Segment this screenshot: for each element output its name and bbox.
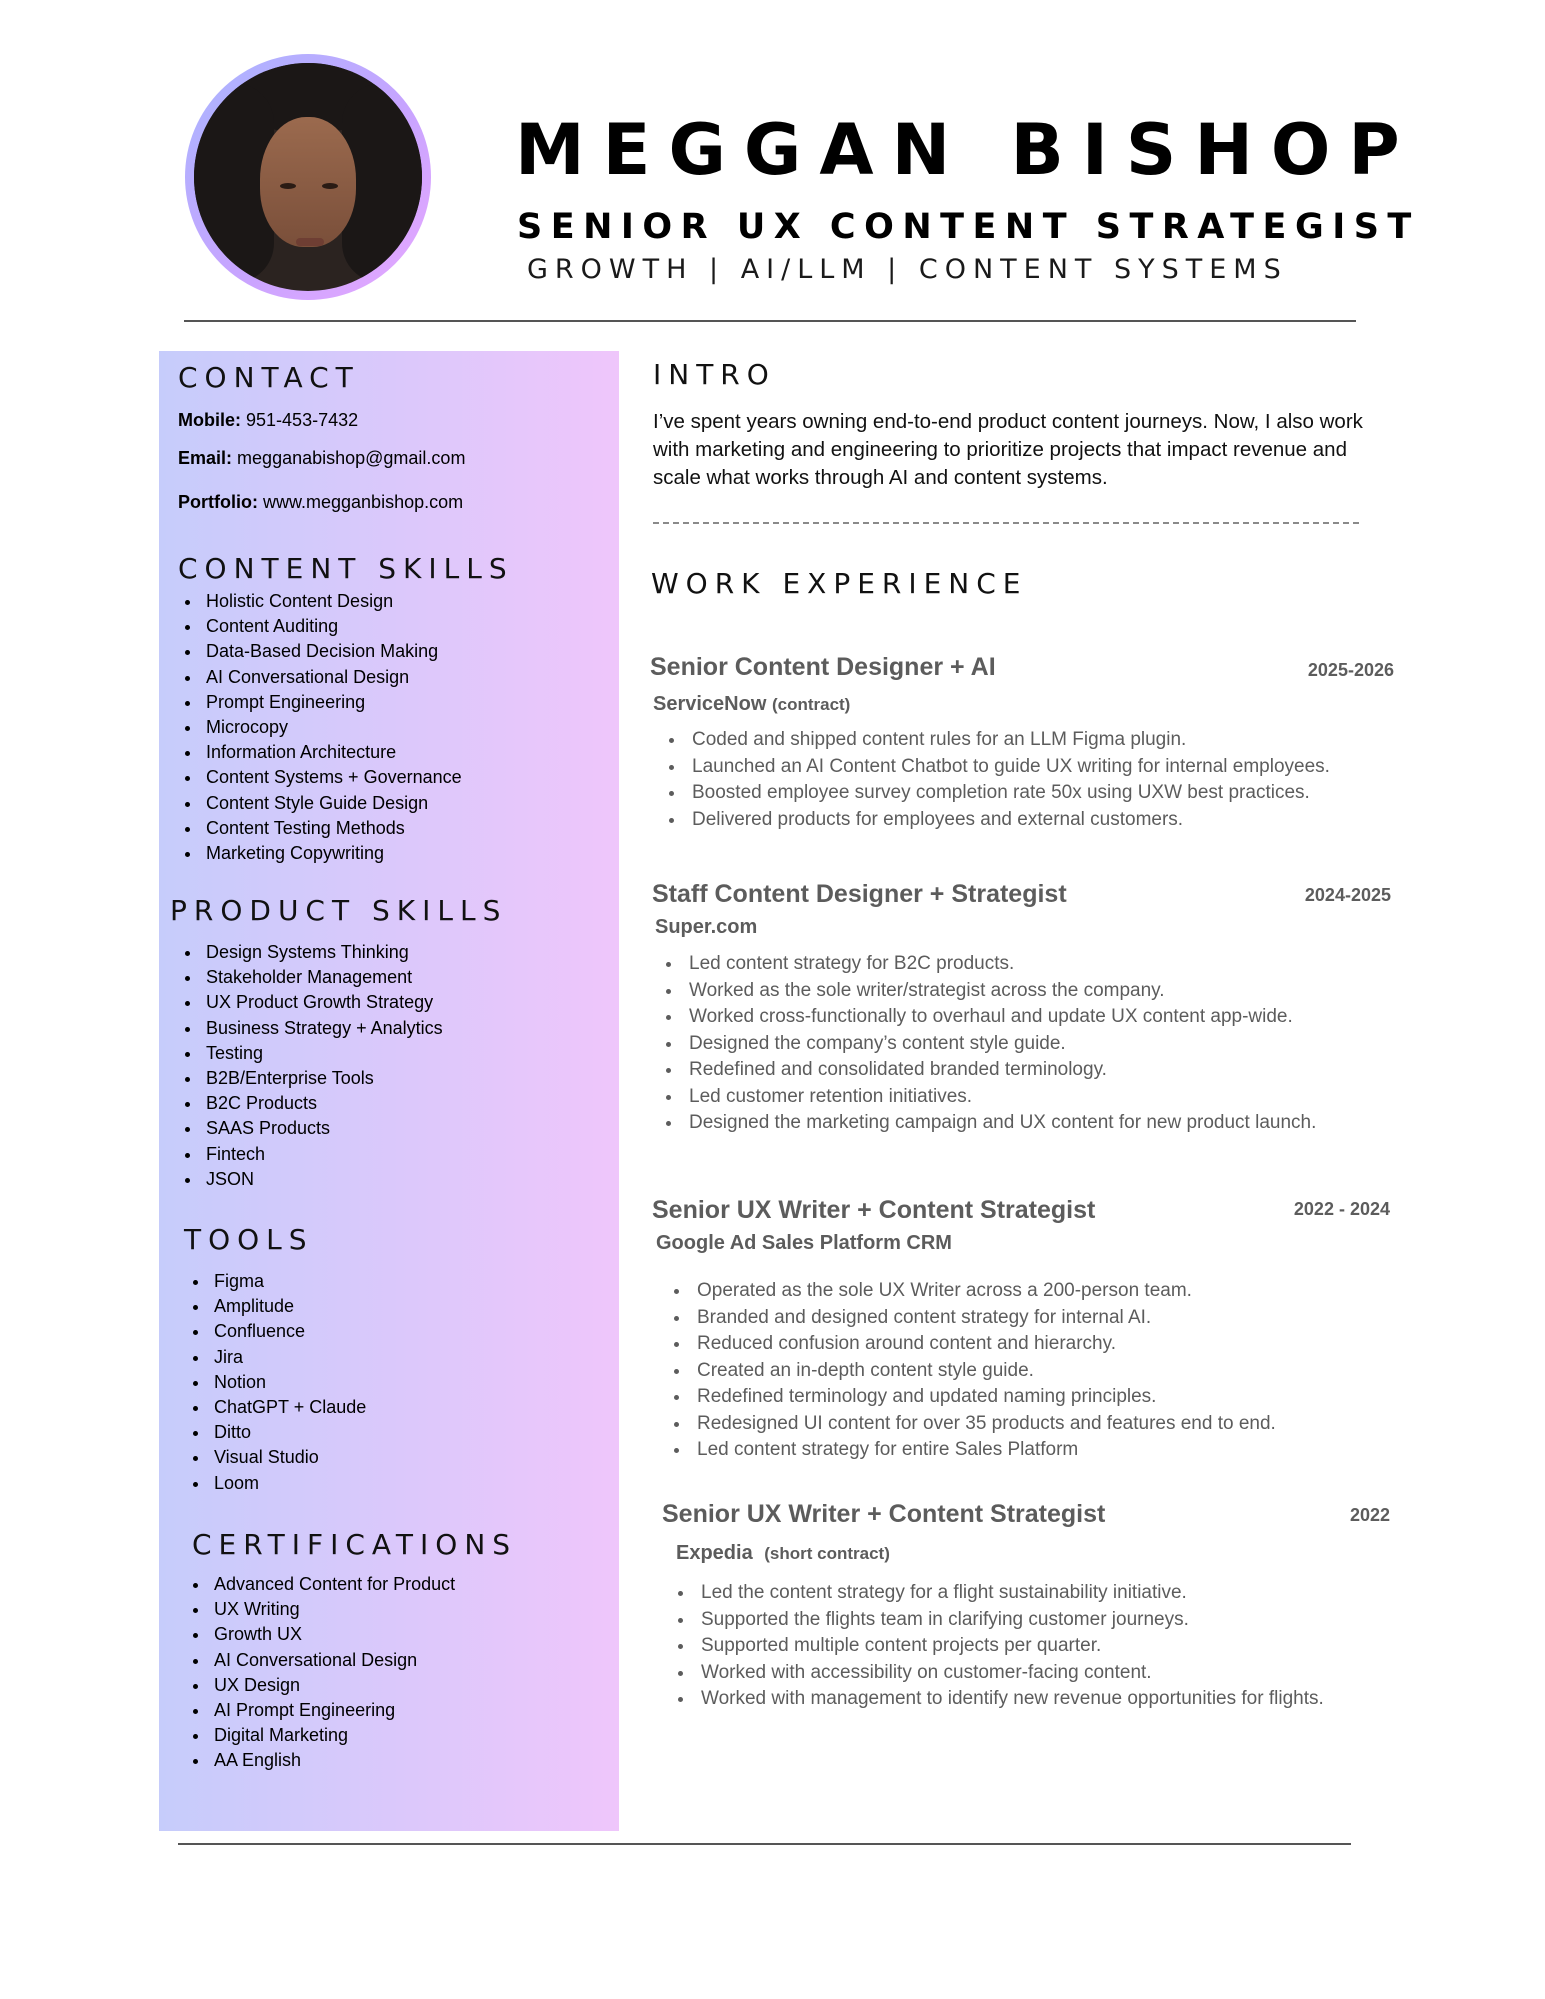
list-item: • Redefined and consolidated branded terminology. [683,1057,1316,1084]
list-item: • Supported multiple content projects per quarter. [695,1633,1324,1660]
company-name [655,914,757,940]
mobile-value: 951-453-7432 [246,410,359,430]
list-item: • Design Systems Thinking [202,940,443,965]
list-item: • Content Testing Methods [202,816,462,841]
company-name [676,1540,890,1567]
tools-list [186,1269,366,1496]
mobile-label: Mobile: [178,410,241,430]
job-bullets [671,1580,1324,1713]
company-label: Google Ad Sales Platform CRM [656,1232,952,1254]
certifications-heading: CERTIFICATIONS [192,1528,518,1561]
intro-heading: INTRO [653,358,776,391]
list-item: • Led customer retention initiatives. [683,1084,1316,1111]
list-item: • Designed the marketing campaign and UX content for new product launch. [683,1110,1316,1137]
email-link[interactable]: megganabishop@gmail.com [237,448,466,468]
list-item: • Led content strategy for B2C products. [683,951,1316,978]
profile-photo [185,54,431,300]
list-item: • Coded and shipped content rules for an LLM Figma plugin. [686,727,1330,754]
list-item: • AI Prompt Engineering [210,1698,455,1723]
contact-email [178,446,465,470]
job-years: 2022 [1349,1505,1390,1525]
portfolio-label: Portfolio: [178,492,258,512]
list-item: • Worked with management to identify new revenue opportunities for flights. [695,1686,1324,1713]
list-item: • Holistic Content Design [202,589,462,614]
candidate-name: MEGGAN BISHOP [515,109,1418,191]
footer-divider [178,1843,1351,1845]
list-item: • Led content strategy for entire Sales Platform [691,1437,1276,1464]
job-title: Staff Content Designer + Strategist [652,880,1067,908]
list-item: • Testing [202,1041,443,1066]
list-item: • SAAS Products [202,1116,443,1141]
email-label: Email: [178,448,233,468]
list-item: • B2C Products [202,1091,443,1116]
content-skills-list [178,589,462,866]
job-bullets [662,727,1330,833]
list-item: • Notion [210,1370,366,1395]
list-item: • Advanced Content for Product [210,1572,455,1597]
header-divider [184,320,1356,322]
intro-paragraph: I’ve spent years owning end-to-end product content journeys. Now, I also work with marketing and engineering to prioritize projects that impact revenue and scale what works through AI and content systems. [653,410,1363,489]
portfolio-link[interactable]: www.megganbishop.com [263,492,464,512]
list-item: • Amplitude [210,1294,366,1319]
list-item: • Launched an AI Content Chatbot to guide UX writing for internal employees. [686,754,1330,781]
list-item: • Business Strategy + Analytics [202,1016,443,1041]
list-item: • Reduced confusion around content and hierarchy. [691,1331,1276,1358]
list-item: • Worked with accessibility on customer-facing content. [695,1660,1324,1687]
list-item: • Boosted employee survey completion rate 50x using UXW best practices. [686,780,1330,807]
job-years: 2025-2026 [1307,660,1394,680]
contact-heading: CONTACT [178,361,360,394]
company-name [653,691,850,718]
list-item: • Prompt Engineering [202,690,462,715]
list-item: • Content Systems + Governance [202,765,462,790]
list-item: • JSON [202,1167,443,1192]
list-item: • Worked as the sole writer/strategist across the company. [683,978,1316,1005]
list-item: • Delivered products for employees and external customers. [686,807,1330,834]
company-label: Expedia [676,1542,753,1564]
dashed-divider [653,522,1359,524]
job-title: Senior UX Writer + Content Strategist [652,1196,1096,1224]
list-item: • Operated as the sole UX Writer across a 200-person team. [691,1278,1276,1305]
list-item: • Designed the company’s content style guide. [683,1031,1316,1058]
list-item: • Digital Marketing [210,1723,455,1748]
list-item: • Loom [210,1471,366,1496]
list-item: • Content Auditing [202,614,462,639]
product-skills-heading: PRODUCT SKILLS [170,894,508,927]
list-item: • Worked cross-functionally to overhaul and update UX content app-wide. [683,1004,1316,1031]
list-item: • UX Product Growth Strategy [202,990,443,1015]
job-bullets [667,1278,1276,1464]
job-title: Senior Content Designer + AI [650,653,996,681]
list-item: • Microcopy [202,715,462,740]
list-item: • Ditto [210,1420,366,1445]
job-title-heading: SENIOR UX CONTENT STRATEGIST [517,207,1420,247]
company-name [656,1230,952,1256]
list-item: • AI Conversational Design [202,665,462,690]
list-item: • Figma [210,1269,366,1294]
contact-mobile [178,408,358,432]
list-item: • UX Writing [210,1597,455,1622]
certifications-list [186,1572,455,1774]
list-item: • AI Conversational Design [210,1648,455,1673]
job-years: 2022 - 2024 [1293,1199,1390,1219]
product-skills-list [178,940,443,1192]
list-item: • Stakeholder Management [202,965,443,990]
job-years: 2024-2025 [1304,885,1391,905]
company-note: (contract) [771,695,851,714]
work-experience-heading: WORK EXPERIENCE [651,567,1028,600]
tagline: GROWTH | AI/LLM | CONTENT SYSTEMS [527,254,1288,285]
job-title: Senior UX Writer + Content Strategist [662,1500,1106,1528]
list-item: • Redefined terminology and updated naming principles. [691,1384,1276,1411]
list-item: • Visual Studio [210,1445,366,1470]
list-item: • UX Design [210,1673,455,1698]
tools-heading: TOOLS [184,1223,314,1256]
list-item: • Branded and designed content strategy for internal AI. [691,1305,1276,1332]
list-item: • Led the content strategy for a flight sustainability initiative. [695,1580,1324,1607]
list-item: • Jira [210,1345,366,1370]
list-item: • AA English [210,1748,455,1773]
company-note: (short contract) [764,1544,890,1563]
list-item: • Created an in-depth content style guide. [691,1358,1276,1385]
list-item: • Content Style Guide Design [202,791,462,816]
contact-portfolio [178,490,463,514]
list-item: • Information Architecture [202,740,462,765]
list-item: • Data-Based Decision Making [202,639,462,664]
company-label: Super.com [655,916,758,938]
list-item: • Confluence [210,1319,366,1344]
content-skills-heading: CONTENT SKILLS [178,552,514,585]
list-item: • Redesigned UI content for over 35 products and features end to end. [691,1411,1276,1438]
list-item: • Growth UX [210,1622,455,1647]
list-item: • ChatGPT + Claude [210,1395,366,1420]
job-bullets [659,951,1316,1137]
list-item: • Supported the flights team in clarifying customer journeys. [695,1607,1324,1634]
list-item: • Marketing Copywriting [202,841,462,866]
list-item: • B2B/Enterprise Tools [202,1066,443,1091]
list-item: • Fintech [202,1142,443,1167]
company-label: ServiceNow [653,693,767,715]
